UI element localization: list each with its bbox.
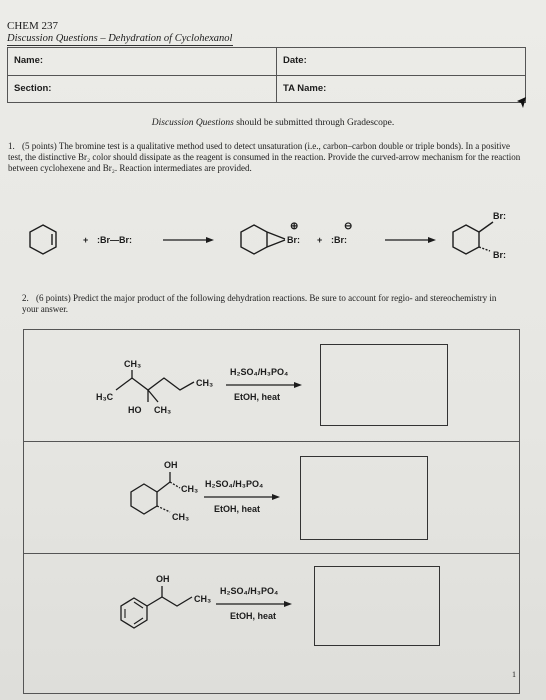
substrate-1-label-5: CH₃ (154, 405, 172, 415)
bromine-bottom: Br: (493, 250, 506, 260)
substrate-3-label-2: CH₃ (194, 594, 212, 604)
reaction-1-reagent: H₂SO₄/H₃PO₄ (230, 367, 289, 377)
instructions-rest: should be submitted through Gradescope. (233, 118, 395, 128)
reaction-1-answer-box[interactable] (320, 344, 448, 426)
negative-charge: ⊖ (344, 221, 353, 232)
worksheet-title: Discussion Questions – Dehydration of Cyclohexanol (7, 33, 233, 44)
question-2-number: 2. (22, 293, 29, 303)
substrate-1-label-1: CH₃ (124, 359, 142, 369)
ta-name-label: TA Name: (283, 82, 327, 94)
substrate-3-label-1: OH (156, 574, 170, 584)
reaction-arrow-1 (163, 237, 214, 243)
course-code: CHEM 237 (7, 20, 59, 32)
bromonium-ion-structure (241, 225, 285, 254)
date-label: Date: (283, 55, 307, 66)
reaction-2-answer-box[interactable] (300, 456, 428, 540)
reaction-arrow-2 (385, 237, 436, 243)
substrate-2-label-2: CH₃ (181, 484, 199, 494)
dibromocyclohexane-structure (453, 222, 493, 254)
reaction-3-answer-box[interactable] (314, 566, 440, 646)
student-info-table (7, 47, 526, 103)
reaction-3-arrow (214, 600, 294, 608)
bromine-top: Br: (493, 211, 506, 221)
cyclohexene-structure (30, 225, 56, 254)
submission-note (0, 118, 546, 128)
substrate-1-label-4: HO (128, 405, 142, 415)
substrate-1-label-3: H₃C (96, 392, 114, 402)
substrate-1-label-2: CH₃ (196, 378, 214, 388)
instructions-italic: Discussion Questions (151, 118, 234, 128)
reaction-1-conditions: EtOH, heat (234, 392, 281, 402)
reaction-2-conditions: EtOH, heat (214, 504, 261, 514)
plus-sign-2: + (317, 235, 323, 245)
substrate-2-label-1: OH (164, 460, 178, 470)
name-label: Name: (14, 55, 44, 66)
bromide-anion: :Br: (331, 235, 347, 245)
reaction-3-reagent: H₂SO₄/H₃PO₄ (220, 586, 279, 596)
substrate-2-label-3: CH₃ (172, 512, 190, 522)
question-2 (22, 293, 512, 315)
plus-sign-1: + (83, 235, 89, 245)
reaction-3-conditions: EtOH, heat (230, 611, 277, 621)
mouse-cursor-icon (514, 96, 528, 110)
bromination-scheme (0, 195, 546, 275)
name-cell[interactable] (8, 48, 277, 76)
bromine-molecule: :Br—Br: (97, 235, 132, 245)
reaction-2-arrow (202, 493, 282, 501)
question-2-text: (6 points) Predict the major product of the following dehydration reactions. Be sure to account for regio- and stereochemistry in your answer. (22, 293, 497, 314)
question-1 (8, 141, 526, 174)
reaction-1-arrow (224, 381, 304, 389)
reaction-3-substrate (24, 554, 324, 684)
section-label: Section: (14, 82, 52, 94)
question-1-text: (5 points) The bromine test is a qualitative method used to detect unsaturation (i.e., carbon–carbon double or triple bonds). In a positive test, the distinctive Br₂ color should dissipate as the reagent is consumed in the reaction. Provide the curved-arrow mechanism for the reaction between cyclohexene and Br₂. Reaction intermediates are provided. (8, 141, 521, 173)
page-number: 1 (512, 670, 516, 679)
section-cell[interactable] (8, 75, 277, 103)
reactions-table (23, 329, 520, 694)
positive-charge: ⊕ (290, 221, 299, 232)
question-1-number: 1. (8, 141, 15, 151)
bromonium-br: Br: (287, 235, 300, 245)
title-underline (7, 45, 233, 46)
reaction-2-reagent: H₂SO₄/H₃PO₄ (205, 479, 264, 489)
ta-name-cell[interactable] (277, 75, 526, 103)
date-cell[interactable] (277, 48, 526, 76)
